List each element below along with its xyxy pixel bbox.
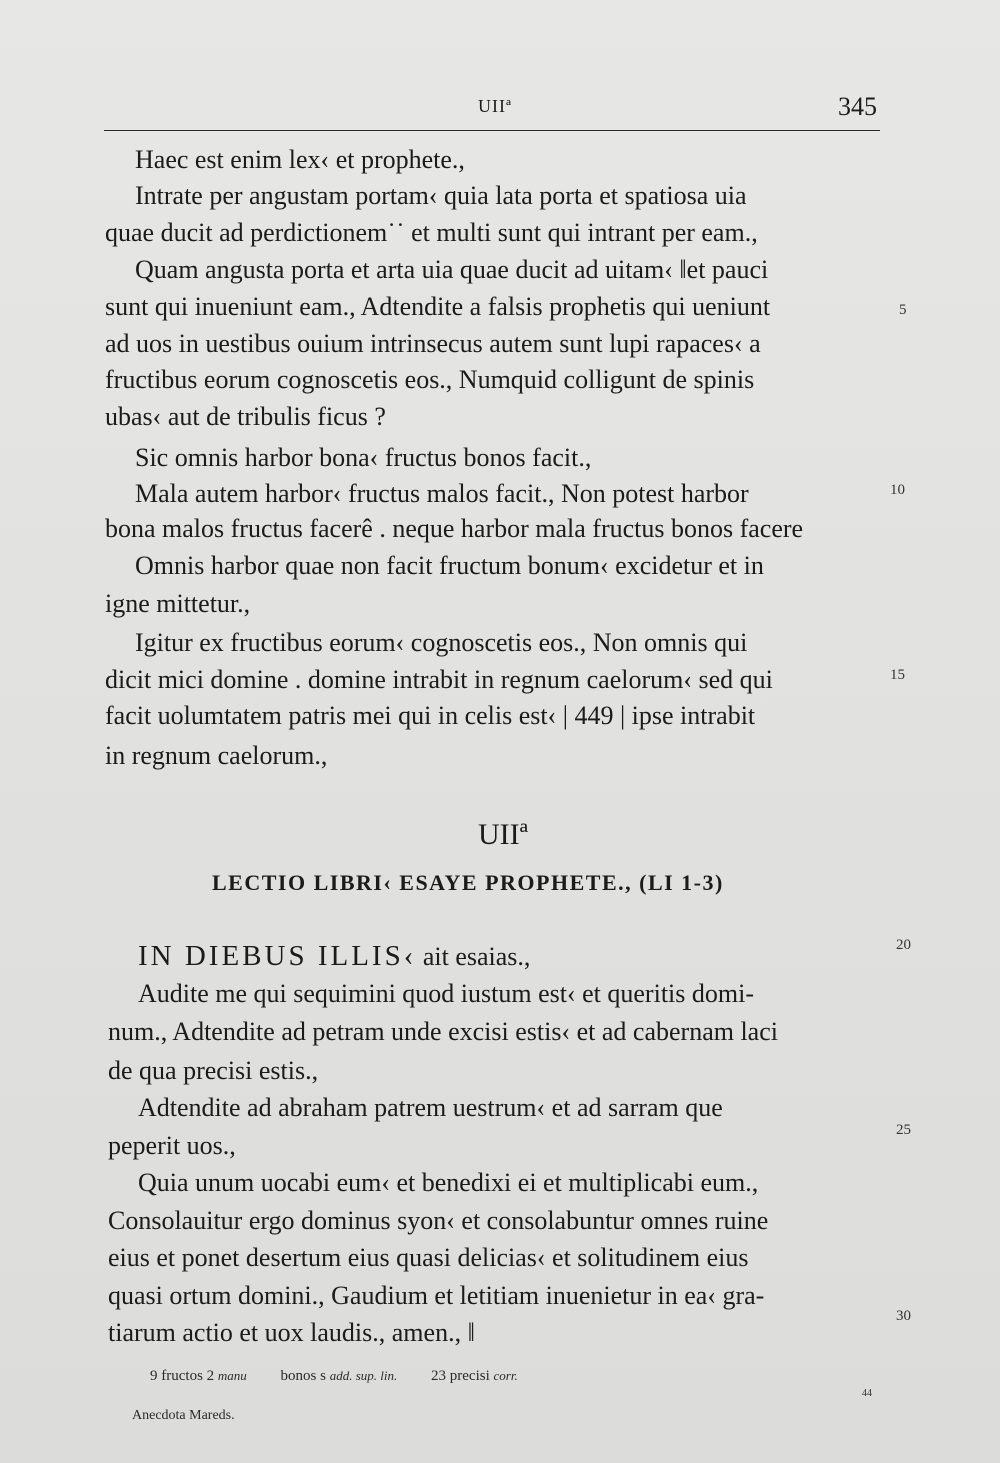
signature-mark: Anecdota Mareds. [132, 1408, 235, 1423]
margin-line-number: 20 [896, 937, 911, 953]
footnote [431, 1368, 518, 1384]
footnotes [150, 1368, 548, 1385]
text-line: dicit mici domine . domine intrabit in regnum caelorum‹ sed qui [105, 665, 773, 694]
text-line: Haec est enim lex‹ et prophete., [135, 145, 465, 174]
margin-line-number: 10 [890, 482, 905, 498]
text-line: Adtendite ad abraham patrem uestrum‹ et ad sarram que [138, 1093, 723, 1122]
text-line: in regnum caelorum., [105, 741, 328, 770]
opening-caps: IN DIEBUS ILLIS‹ [138, 940, 417, 972]
text-line: fructibus eorum cognoscetis eos., Numquid colligunt de spinis [105, 365, 755, 394]
running-head [0, 92, 1000, 132]
header-rule [104, 130, 880, 131]
footnote-note: corr. [493, 1368, 518, 1383]
footnote [281, 1368, 398, 1384]
page-number: 345 [838, 92, 877, 121]
text-line: num., Adtendite ad petram unde excisi estis‹ et ad cabernam laci [108, 1017, 778, 1046]
text-line: ubas‹ aut de tribulis ficus ? [105, 402, 386, 431]
text-line: Quam angusta porta et arta uia quae ducit ad uitam‹ ‖et pauci [135, 255, 769, 284]
footnote-note: add. sup. lin. [329, 1368, 398, 1383]
text-line: tiarum actio et uox laudis., amen., ‖ [108, 1318, 475, 1347]
margin-line-number: 25 [896, 1122, 911, 1138]
footnote-text: bonos s [280, 1368, 330, 1384]
footnote-note: manu [217, 1368, 247, 1383]
text-line: peperit uos., [108, 1131, 236, 1160]
running-title: UIIª [478, 96, 512, 116]
section-title: UIIª [478, 818, 528, 851]
text-line: ad uos in uestibus ouium intrinsecus autem sunt lupi rapaces‹ a [105, 329, 761, 358]
opening-rest: ait esaias., [416, 942, 531, 971]
text-line: quae ducit ad perdictionem˙˙ et multi sunt qui intrant per eam., [105, 218, 758, 247]
text-line: Omnis harbor quae non facit fructum bonum‹ excidetur et in [135, 551, 764, 580]
text-line: de qua precisi estis., [108, 1056, 319, 1085]
lectio-heading: LECTIO LIBRI‹ ESAYE PROPHETE., (LI 1-3) [212, 870, 724, 895]
text-line: sunt qui inueniunt eam., Adtendite a falsis prophetis qui ueniunt [105, 292, 771, 321]
text-line: Sic omnis harbor bona‹ fructus bonos facit., [135, 443, 592, 472]
text-line: Igitur ex fructibus eorum‹ cognoscetis eos., Non omnis qui [135, 628, 748, 657]
text-line: Intrate per angustam portam‹ quia lata porta et spatiosa uia [135, 181, 747, 210]
footnote [150, 1368, 247, 1384]
text-line: Audite me qui sequimini quod iustum est‹ et queritis domi- [138, 979, 754, 1008]
margin-line-number: 30 [896, 1308, 911, 1324]
footnote-text: 23 precisi [431, 1368, 494, 1384]
text-line: Consolauitur ergo dominus syon‹ et consolabuntur omnes ruine [108, 1206, 769, 1235]
text-line: Mala autem harbor‹ fructus malos facit., Non potest harbor [135, 479, 749, 508]
text-line: bona malos fructus facerê . neque harbor mala fructus bonos facere [105, 514, 804, 543]
text-line: facit uolumtatem patris mei qui in celis est‹ | 449 | ipse intrabit [105, 701, 756, 730]
text-line: eius et ponet desertum eius quasi delicias‹ et solitudinem eius [108, 1243, 749, 1272]
text-line: quasi ortum domini., Gaudium et letitiam inuenietur in ea‹ gra- [108, 1281, 765, 1310]
margin-line-number: 15 [890, 667, 905, 683]
text-line: igne mittetur., [105, 589, 251, 618]
signature-number: 44 [862, 1388, 872, 1399]
footnote-text: 9 fructos 2 [150, 1368, 218, 1384]
opening-line [138, 938, 530, 975]
margin-line-number: 5 [899, 302, 907, 318]
text-line: Quia unum uocabi eum‹ et benedixi ei et multiplicabi eum., [138, 1168, 759, 1197]
